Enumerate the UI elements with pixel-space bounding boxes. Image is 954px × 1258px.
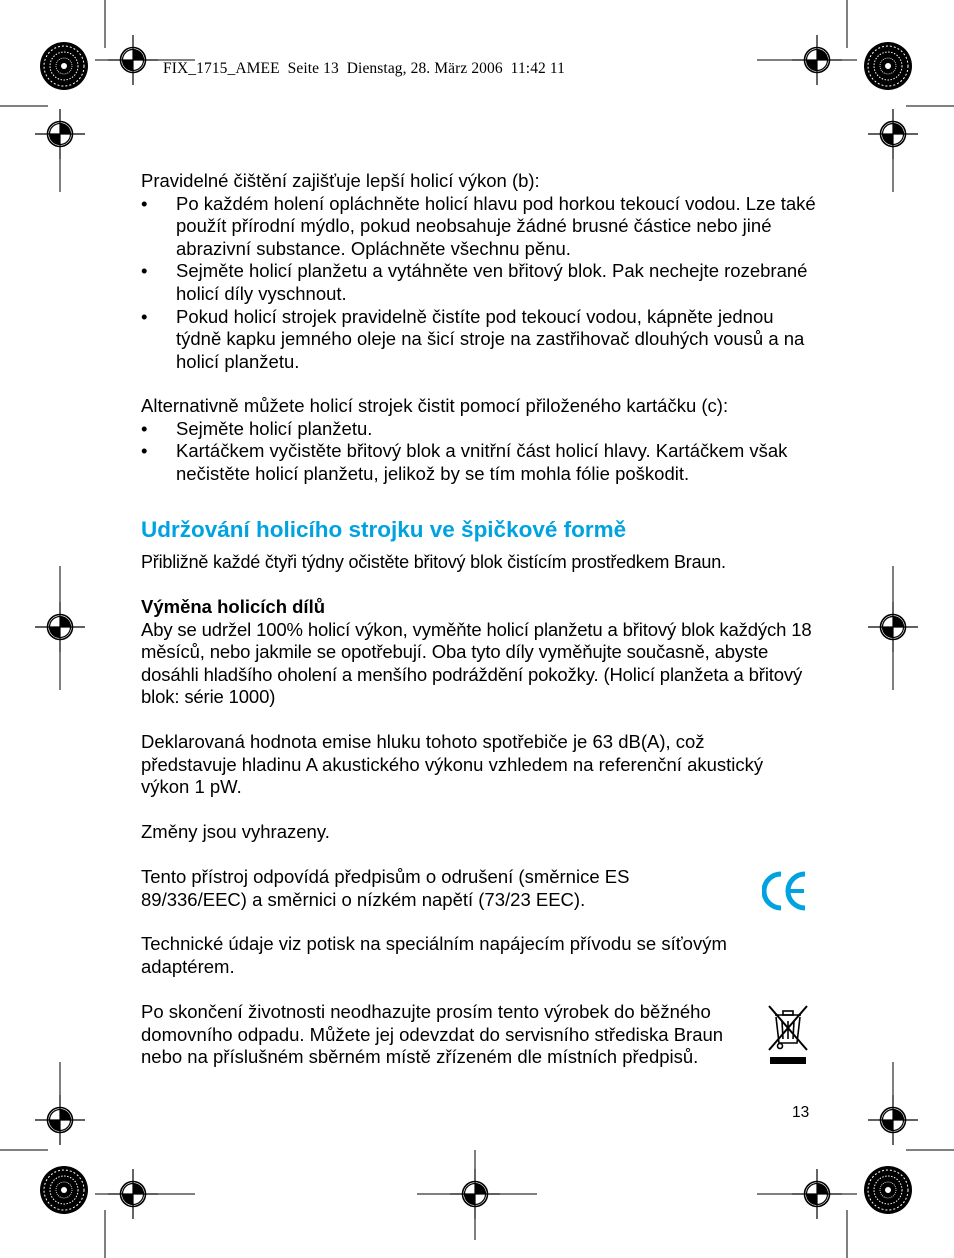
page-number: 13 xyxy=(792,1104,810,1121)
bullet: • xyxy=(141,305,148,327)
brush-intro: Alternativně můžete holicí strojek čistit pomocí přiloženého kartáčku (c): xyxy=(141,395,729,416)
ce-mark-icon xyxy=(762,870,808,912)
cleaning-intro: Pravidelné čištění zajišťuje lepší holicí výkon (b): xyxy=(141,170,540,191)
list-item xyxy=(141,260,821,305)
bullet: • xyxy=(141,417,148,439)
list-item-text: Kartáčkem vyčistěte břitový blok a vnitřní část holicí hlavy. Kartáčkem však nečistěte holicí planžetu, jelikož by se tím mohla fólie poškodit. xyxy=(176,440,788,484)
list-item-text: Po každém holení opláchněte holicí hlavu pod horkou tekoucí vodou. Lze také použít přírodní mýdlo, pokud neobsahuje žádné brusné částice nebo jiné abrazivní substance. Opláchněte všechnu pěnu. xyxy=(176,192,816,259)
bullet: • xyxy=(141,440,148,462)
list-item xyxy=(141,418,821,441)
section-intro: Přibližně každé čtyři týdny očistěte břitový blok čistícím prostředkem Braun. xyxy=(141,552,726,572)
disposal-text: Po skončení životnosti neodhazujte prosím tento výrobek do běžného domovního odpadu. Můžete jej odevzdat do servisního střediska Braun nebo na příslušném sběrném místě zřízeném dle místních předpisů. xyxy=(141,1001,724,1068)
brush-list xyxy=(141,418,821,486)
cleaning-section xyxy=(141,170,821,373)
list-item xyxy=(141,193,821,261)
noise-text: Deklarovaná hodnota emise hluku tohoto spotřebiče je 63 dB(A), což představuje hladinu A akustického výkonu vzhledem na referenční akustický výkon 1 pW. xyxy=(141,731,764,798)
parts-section xyxy=(141,596,821,709)
compliance-text: Tento přístroj odpovídá předpisům o odrušení (směrnice ES 89/336/EEC) a směrnici o nízkém napětí (73/23 EEC). xyxy=(141,866,630,910)
bullet: • xyxy=(141,260,148,282)
list-item-text: Sejměte holicí planžetu. xyxy=(176,417,373,439)
list-item xyxy=(141,306,821,374)
bullet: • xyxy=(141,192,148,214)
list-item-text: Pokud holicí strojek pravidelně čistíte pod tekoucí vodou, kápněte jednou týdně kapku jemného oleje na šicí stroje na zastřihovač dlouhých vousů a na holicí planžetu. xyxy=(176,305,805,372)
parts-title: Výměna holicích dílů xyxy=(141,596,326,617)
cleaning-list xyxy=(141,193,821,374)
brush-section xyxy=(141,395,821,485)
print-header: FIX_1715_AMEE Seite 13 Dienstag, 28. März 2006 11:42 11 xyxy=(163,60,566,77)
parts-text: Aby se udržel 100% holicí výkon, vyměňte holicí planžetu a břitový blok každých 18 měsíců, nebo jakmile se opotřebují. Oba tyto díly vyměňujte současně, abyste dosáhli hladšího oholení a menšího podráždění pokožky. (Holicí planžeta a břitový blok: série 1000) xyxy=(141,618,812,708)
changes-text: Změny jsou vyhrazeny. xyxy=(141,821,330,842)
technical-text: Technické údaje viz potisk na speciálním napájecím přívodu se síťovým adaptérem. xyxy=(141,933,727,977)
section-heading: Udržování holicího strojku ve špičkové formě xyxy=(141,517,627,542)
list-item xyxy=(141,440,821,485)
crossed-bin-icon xyxy=(766,1003,810,1069)
list-item-text: Sejměte holicí planžetu a vytáhněte ven břitový blok. Pak nechejte rozebrané holicí díly vyschnout. xyxy=(176,260,808,304)
